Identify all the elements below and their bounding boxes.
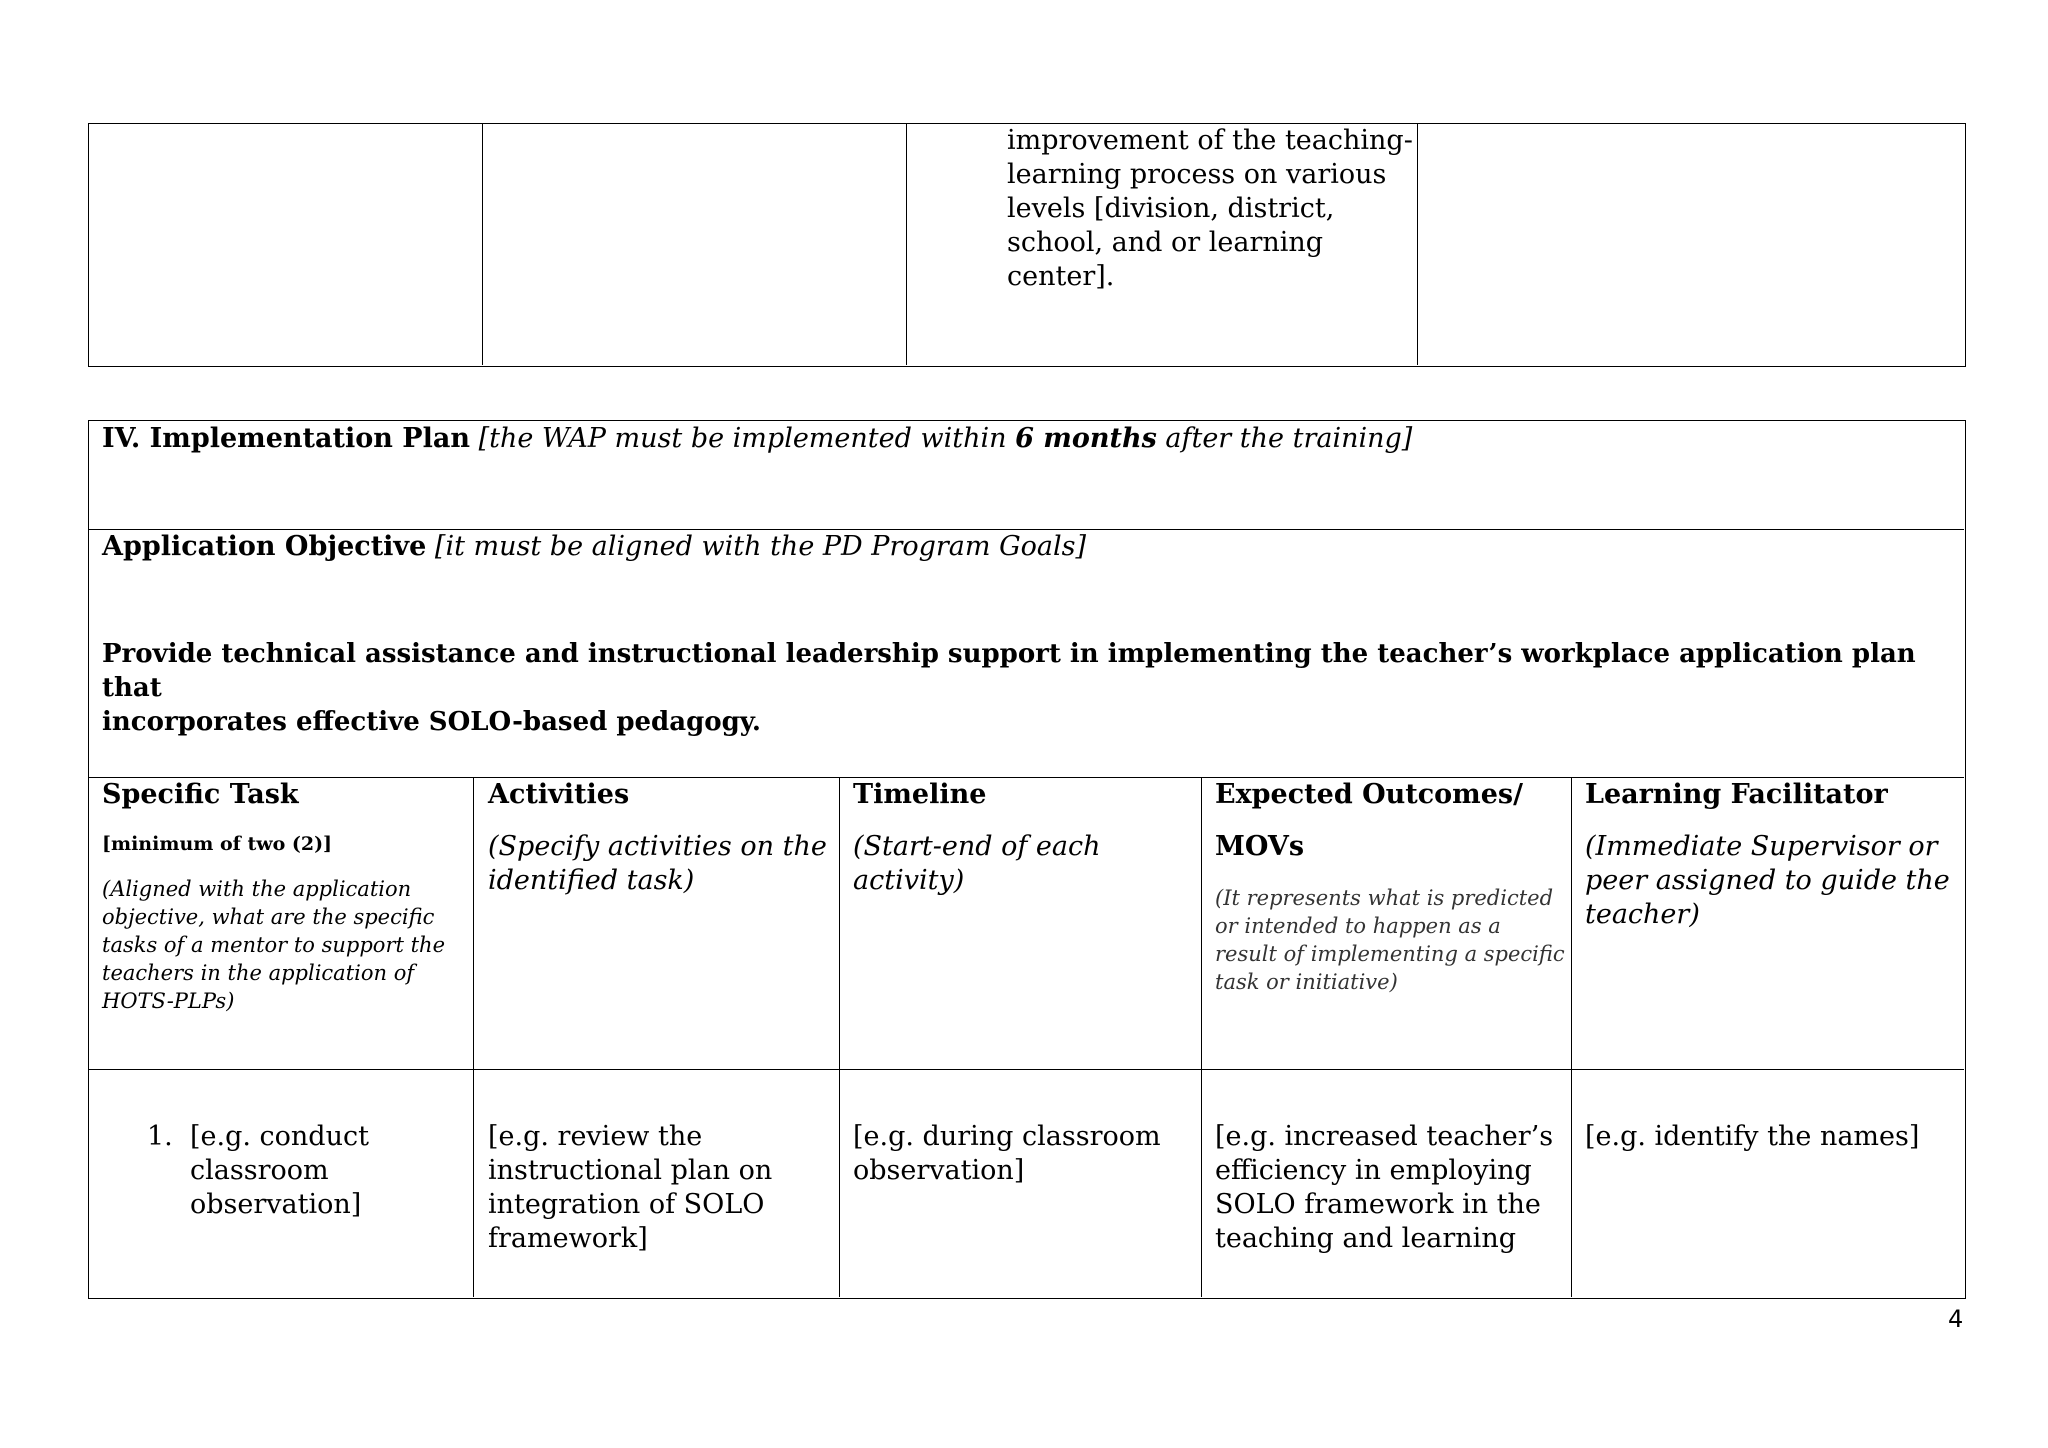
row-number: 1. <box>147 1121 173 1152</box>
header-title: Learning Facilitator <box>1585 779 1888 810</box>
continued-table <box>88 123 1966 367</box>
header-note: (Start-end of each activity) <box>853 831 1101 896</box>
header-title: Activities <box>488 779 630 810</box>
objective-label: Application Objective <box>102 531 427 562</box>
section-heading-note-b: after the training] <box>1165 423 1413 454</box>
row-task: [e.g. conduct classroom observation] <box>190 1121 369 1220</box>
row-divider <box>89 1069 1964 1070</box>
continued-cell-text: improvement of the teaching- learning process on various levels [division, district, school, and or learning center]. <box>1007 125 1413 292</box>
col-divider <box>906 124 907 365</box>
implementation-plan-table <box>88 420 1966 1299</box>
col-divider <box>473 777 474 1297</box>
row-outcomes: [e.g. increased teacher’s efficiency in employing SOLO framework in the teaching and learning <box>1215 1121 1554 1254</box>
objective-note: [it must be aligned with the PD Program Goals] <box>434 531 1087 562</box>
header-note: (Immediate Supervisor or peer assigned to guide the teacher) <box>1585 831 1950 930</box>
row-facilitator: [e.g. identify the names] <box>1585 1121 1920 1152</box>
header-note: (Aligned with the application objective, what are the specific tasks of a mentor to support the teachers in the application of HOTS-PLPs) <box>102 877 445 1013</box>
header-title: Expected Outcomes/ <box>1215 779 1523 810</box>
header-note: (Specify activities on the identified task) <box>488 831 827 896</box>
header-subtitle: MOVs <box>1215 831 1305 862</box>
col-divider <box>1571 777 1572 1297</box>
row-activities: [e.g. review the instructional plan on integration of SOLO framework] <box>488 1121 773 1254</box>
objective-heading <box>102 530 1086 564</box>
header-note: (It represents what is predicted or intended to happen as a result of implementing a specific task or initiative) <box>1215 886 1565 994</box>
col-divider <box>839 777 840 1297</box>
section-heading <box>102 422 1412 456</box>
header-subtitle: [minimum of two (2)] <box>102 833 333 855</box>
col-divider <box>1417 124 1418 365</box>
section-heading-duration: 6 months <box>1015 423 1157 454</box>
header-title: Specific Task <box>102 779 299 810</box>
row-timeline: [e.g. during classroom observation] <box>853 1121 1161 1186</box>
header-title: Timeline <box>853 779 987 810</box>
section-heading-title: IV. Implementation Plan <box>102 423 470 454</box>
col-divider <box>1201 777 1202 1297</box>
page-number: 4 <box>1948 1305 1964 1333</box>
col-divider <box>482 124 483 365</box>
objective-text: Provide technical assistance and instructional leadership support in implementing the teacher’s workplace application plan that incorporates effective SOLO-based pedagogy. <box>102 639 1916 737</box>
section-heading-note-a: [the WAP must be implemented within <box>478 423 1007 454</box>
